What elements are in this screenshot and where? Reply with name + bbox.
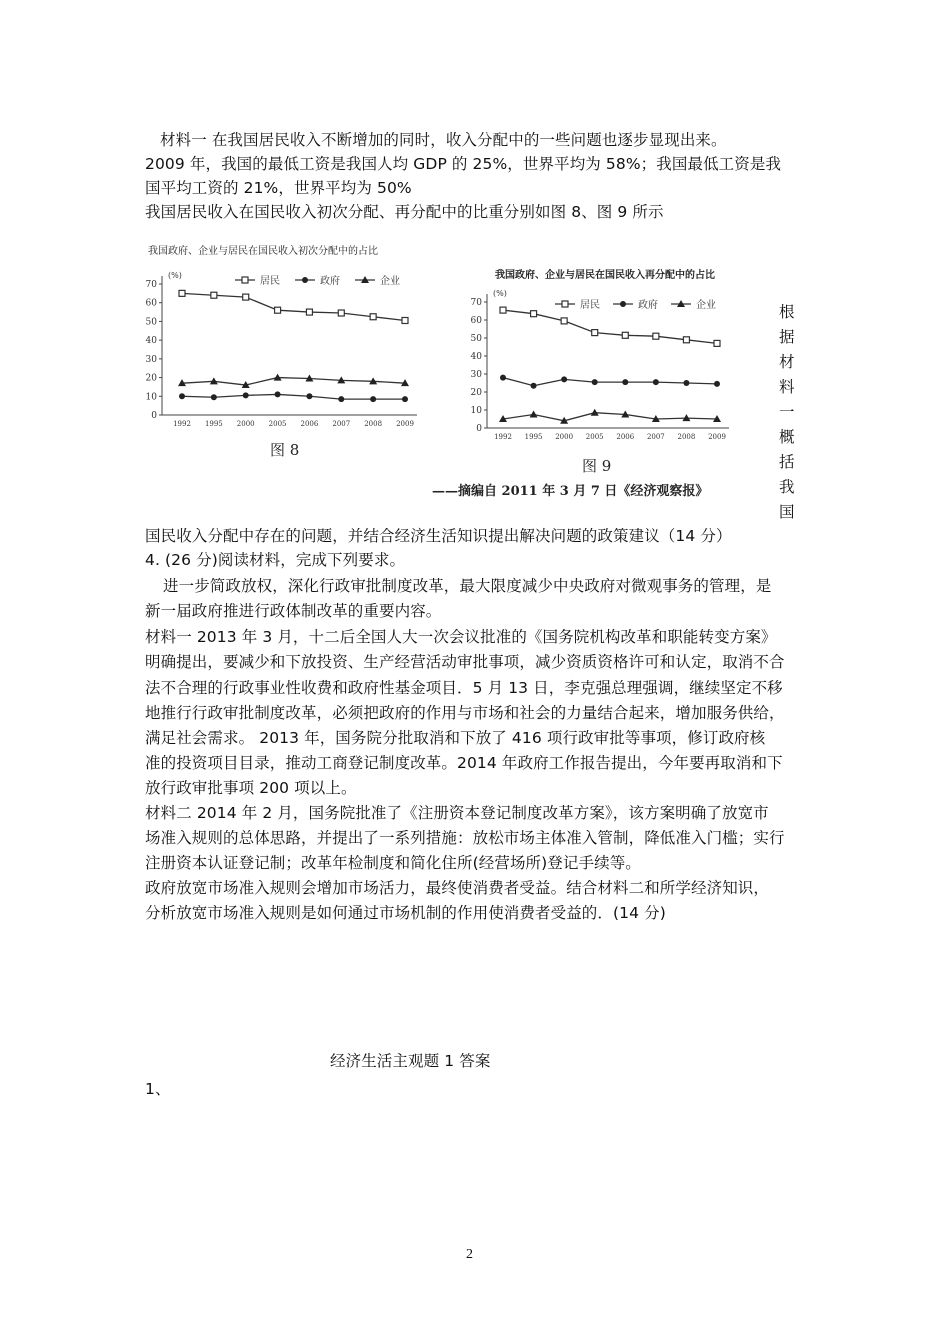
chart8-legend-label: 企业 xyxy=(380,276,400,287)
q4-material1-line6: 准的投资项目目录，推动工商登记制度改革。2014 年政府工作报告提出，今年要再取消和下 xyxy=(145,754,783,772)
chart9-point xyxy=(591,409,599,416)
chart8-x-tick-label: 2005 xyxy=(268,420,287,428)
chart8-y-tick-label: 50 xyxy=(145,317,157,328)
chart9-x-tick-label: 2007 xyxy=(646,433,665,441)
chart8-point xyxy=(338,396,344,402)
chart8-x-tick-label: 1995 xyxy=(204,420,223,428)
chart9-point xyxy=(683,380,689,386)
chart8-x-tick-label: 2000 xyxy=(236,420,255,428)
chart9-point xyxy=(592,330,598,336)
chart8-point xyxy=(338,310,344,316)
chart8-x-tick-label: 2008 xyxy=(364,420,383,428)
chart9-unit-label: (%) xyxy=(493,289,507,298)
answer-item-1: 1、 xyxy=(145,1080,171,1098)
chart8-point xyxy=(275,391,281,397)
page-number: 2 xyxy=(466,1247,473,1262)
chart8-x-tick-label: 2009 xyxy=(396,420,414,428)
chart8-point xyxy=(370,314,376,320)
chart8-point xyxy=(179,393,185,399)
question-tail: 国民收入分配中存在的问题，并结合经济生活知识提出解决问题的政策建议（14 分） xyxy=(145,527,732,545)
chart8-x-tick-label: 2006 xyxy=(300,420,319,428)
chart8-title: 我国政府、企业与居民在国民收入初次分配中的占比 xyxy=(148,246,378,257)
chart9-x-tick-label: 2000 xyxy=(555,433,574,441)
chart9-point xyxy=(622,379,628,385)
chart9-x-tick-label: 2005 xyxy=(585,433,604,441)
chart8-legend-marker xyxy=(242,277,248,283)
q4-ask-line1: 政府放宽市场准入规则会增加市场活力，最终使消费者受益。结合材料二和所学经济知识， xyxy=(145,879,770,897)
chart9-point xyxy=(500,307,506,313)
chart9-y-tick-label: 20 xyxy=(470,388,482,398)
material1-line4: 我国居民收入在国民收入初次分配、再分配中的比重分别如图 8、图 9 所示 xyxy=(145,203,664,221)
chart8-point xyxy=(370,396,376,402)
chart8-x-tick-label: 2007 xyxy=(332,420,351,428)
chart8-figure-label: 图 8 xyxy=(270,441,300,459)
q4-material1-line1: 材料一 2013 年 3 月，十二后全国人大一次会议批准的《国务院机构改革和职能转变方案》 xyxy=(145,628,777,646)
chart8-y-tick-label: 70 xyxy=(145,280,157,290)
chart9-x-tick-label: 2006 xyxy=(616,433,635,441)
chart9-y-tick-label: 60 xyxy=(470,316,482,326)
q4-material2-line2: 场准入规则的总体思路，并提出了一系列措施：放松市场主体准入管制，降低准入门槛；实行 xyxy=(145,829,785,847)
q4-material1-line7: 放行政审批事项 200 项以上。 xyxy=(145,779,357,797)
chart8-point xyxy=(402,317,408,323)
chart9-point xyxy=(531,383,537,389)
q4-intro-line2: 新一届政府推进行政体制改革的重要内容。 xyxy=(145,602,442,620)
chart9-point xyxy=(592,379,598,385)
chart9-legend-label: 企业 xyxy=(696,300,716,311)
chart8-point xyxy=(402,396,408,402)
chart9-point xyxy=(714,340,720,346)
chart8-point xyxy=(243,392,249,398)
chart9-title: 我国政府、企业与居民在国民收入再分配中的占比 xyxy=(495,270,715,281)
chart9-point xyxy=(714,381,720,387)
chart9-legend-label: 居民 xyxy=(580,300,600,311)
chart9-y-tick-label: 40 xyxy=(470,352,482,362)
chart9-point xyxy=(561,318,567,324)
chart9-y-tick-label: 10 xyxy=(470,406,482,416)
chart9-figure-label: 图 9 xyxy=(582,457,612,475)
chart9-point xyxy=(622,332,628,338)
chart8-point xyxy=(211,394,217,400)
chart8-legend-label: 居民 xyxy=(260,276,280,287)
chart8-x-tick-label: 1992 xyxy=(173,420,191,428)
chart8-unit-label: (%) xyxy=(168,271,182,280)
chart8 xyxy=(140,262,420,462)
material1-line2: 2009 年，我国的最低工资是我国人均 GDP 的 25%，世界平均为 58%；我国最低工资是我 xyxy=(145,155,782,173)
chart9-point xyxy=(683,337,689,343)
chart9-y-tick-label: 30 xyxy=(470,370,482,380)
chart9-point xyxy=(531,311,537,317)
source-note: ——摘编自 2011 年 3 月 7 日《经济观察报》 xyxy=(432,484,709,499)
q4-ask-line2: 分析放宽市场准入规则是如何通过市场机制的作用使消费者受益的．(14 分) xyxy=(145,904,666,922)
chart9-point xyxy=(653,333,659,339)
vertical-question-text: 根据材料一概括我国 xyxy=(779,303,795,521)
chart9-x-tick-label: 2008 xyxy=(677,433,696,441)
chart9-point xyxy=(653,379,659,385)
chart9-x-tick-label: 1992 xyxy=(494,433,512,441)
chart9-legend-label: 政府 xyxy=(638,300,658,311)
chart8-point xyxy=(211,292,217,298)
chart8-legend-marker xyxy=(302,277,308,283)
chart8-point xyxy=(243,294,249,300)
chart9-legend-marker xyxy=(562,301,568,307)
material1-line3: 国平均工资的 21%，世界平均为 50% xyxy=(145,179,412,197)
chart8-point xyxy=(179,290,185,296)
chart8-y-tick-label: 40 xyxy=(145,336,157,347)
material1-line1: 材料一 在我国居民收入不断增加的同时，收入分配中的一些问题也逐步显现出来。 xyxy=(160,131,727,149)
q4-material2-line1: 材料二 2014 年 2 月，国务院批准了《注册资本登记制度改革方案》，该方案明确了放宽市 xyxy=(145,804,769,822)
q4-material1-line2: 明确提出，要减少和下放投资、生产经营活动审批事项，减少资质资格许可和认定，取消不合 xyxy=(145,653,785,671)
chart8-point xyxy=(275,307,281,313)
chart9-x-tick-label: 1995 xyxy=(524,433,543,441)
chart9-legend-marker xyxy=(620,301,626,307)
chart9-point xyxy=(530,411,538,418)
answer-title: 经济生活主观题 1 答案 xyxy=(330,1052,491,1070)
chart9-point xyxy=(561,376,567,382)
chart9-y-tick-label: 0 xyxy=(476,424,482,434)
chart9-y-tick-label: 70 xyxy=(470,298,482,308)
chart8-y-tick-label: 20 xyxy=(145,373,157,384)
chart9 xyxy=(465,282,765,452)
chart9-point xyxy=(500,375,506,381)
q4-header: 4. (26 分)阅读材料，完成下列要求。 xyxy=(145,551,406,569)
chart8-y-tick-label: 60 xyxy=(145,298,157,309)
chart8-legend-label: 政府 xyxy=(320,276,340,287)
chart9-x-tick-label: 2009 xyxy=(708,433,726,441)
chart8-point xyxy=(210,377,218,384)
chart8-y-tick-label: 30 xyxy=(145,354,157,365)
q4-material1-line3: 法不合理的行政事业性收费和政府性基金项目．5 月 13 日，李克强总理强调，继续坚定不移 xyxy=(145,679,783,697)
q4-material2-line3: 注册资本认证登记制；改革年检制度和简化住所(经营场所)登记手续等。 xyxy=(145,854,641,872)
q4-material1-line4: 地推行行政审批制度改革，必须把政府的作用与市场和社会的力量结合起来，增加服务供给， xyxy=(145,704,785,722)
chart8-y-tick-label: 10 xyxy=(145,392,157,403)
q4-intro-line1: 进一步简政放权，深化行政审批制度改革，最大限度减少中央政府对微观事务的管理，是 xyxy=(163,577,772,595)
chart8-y-tick-label: 0 xyxy=(151,411,157,421)
q4-material1-line5: 满足社会需求。 2013 年，国务院分批取消和下放了 416 项行政审批等事项，修订政府核 xyxy=(145,729,766,747)
chart8-point xyxy=(306,393,312,399)
chart9-y-tick-label: 50 xyxy=(470,334,482,344)
chart8-point xyxy=(306,309,312,315)
